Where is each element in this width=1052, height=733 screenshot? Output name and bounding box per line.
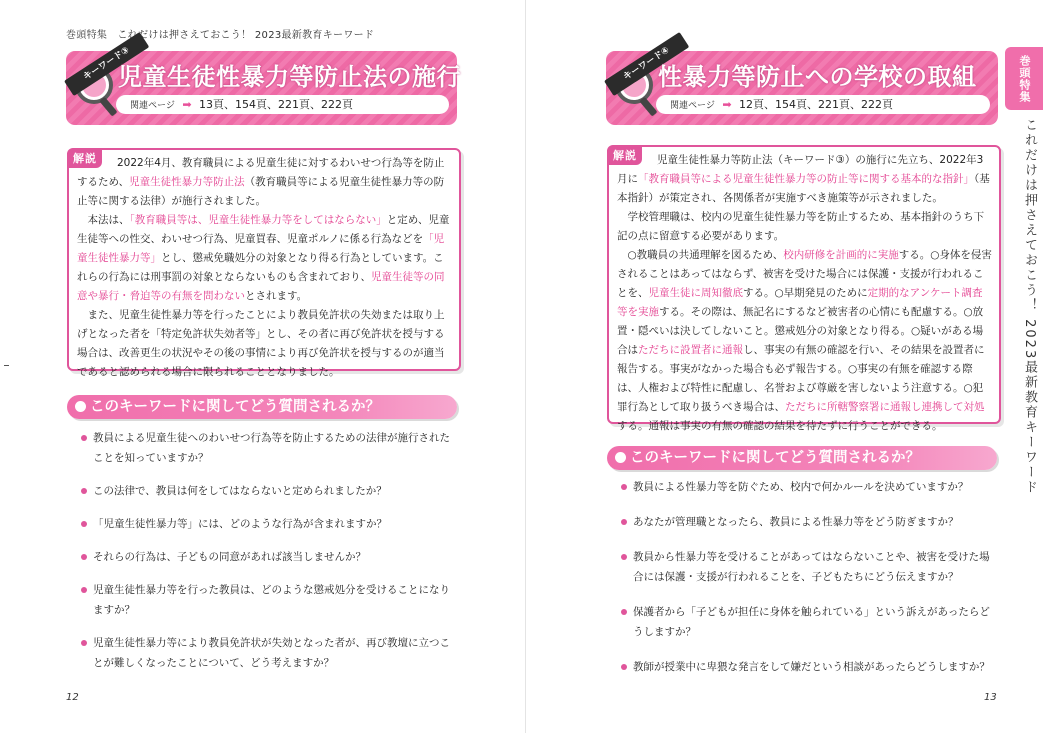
keyword-number-tag: キーワード③ bbox=[64, 32, 149, 96]
related-pages-bar bbox=[116, 95, 449, 114]
text-run: （教育職員等による児童生徒性暴力等の防止等に関する法律）が施行されました。 bbox=[77, 176, 445, 207]
explanation-text bbox=[77, 154, 452, 382]
explanation-badge: 解説 bbox=[68, 149, 102, 168]
keyword-number-tag: キーワード④ bbox=[604, 32, 689, 96]
text-run: また、児童生徒性暴力等を行ったことにより教員免許状の失効または取り上げとなった者を「特定免許状失効者等」とし、その者に再び免許状を授与する場合は、改善更生の状況やその後の事情により再び免許状を授与するのが適当であると認められる場合に限られることとなりました。 bbox=[77, 309, 445, 378]
question-item: 児童生徒性暴力等を行った教員は、どのような懲戒処分を受けることになりますか？ bbox=[81, 580, 459, 620]
text-run: 本法は、 bbox=[87, 214, 130, 226]
page-number: 12 bbox=[66, 692, 79, 703]
explanation-paragraph bbox=[617, 246, 992, 436]
question-item: 保護者から「子どもが担任に身体を触られている」という訴えがあったらどうしますか？ bbox=[621, 602, 999, 642]
text-run: する。通報は事実の有無の確認の結果を待たずに行うことができる。 bbox=[617, 420, 943, 432]
question-item: あなたが管理職となったら、教員による性暴力等をどう防ぎますか？ bbox=[621, 512, 999, 532]
questions-header-label: このキーワードに関してどう質問されるか？ bbox=[90, 399, 380, 415]
explanation-box bbox=[607, 145, 1001, 432]
bullet-dot-icon bbox=[615, 452, 626, 463]
text-run: ○教職員の共通理解を図るため、 bbox=[627, 249, 784, 261]
arrow-right-icon: ➡ bbox=[182, 98, 192, 111]
right-page bbox=[526, 0, 1052, 733]
related-label: 関連ページ bbox=[130, 101, 175, 111]
questions-header bbox=[67, 395, 457, 419]
question-item: 教員による性暴力等を防ぐため、校内で何かルールを決めていますか？ bbox=[621, 477, 999, 497]
highlighted-term: 「児童生徒性暴力等」 bbox=[77, 233, 445, 264]
text-run: とされます。 bbox=[245, 290, 308, 302]
highlighted-term: 定期的なアンケート調査等を実施 bbox=[617, 287, 983, 318]
text-run: と定め、児童生徒等への性交、わいせつ行為、児童買春、児童ポルノに係る行為などを bbox=[77, 214, 450, 245]
explanation-text bbox=[617, 151, 992, 436]
text-run: する。その際は、無記名にするなど被害者の心情にも配慮する。○放置・隠ぺいは決してしないこと。懲戒処分の対象となり得る。○疑いがある場合は bbox=[617, 306, 984, 356]
questions-list bbox=[621, 477, 999, 677]
questions-list bbox=[81, 428, 459, 673]
related-label: 関連ページ bbox=[670, 101, 715, 111]
page-number: 13 bbox=[984, 692, 997, 703]
question-item: この法律で、教員は何をしてはならないと定められましたか？ bbox=[81, 481, 459, 501]
keyword-title: 児童生徒性暴力等防止法の施行 bbox=[118, 63, 461, 91]
text-run: する。○早期発見のために bbox=[743, 287, 868, 299]
related-pages: 12頁、154頁、221頁、222頁 bbox=[739, 98, 894, 111]
text-run: し、事実の有無の確認を行い、その結果を設置者に報告する。事実がなかった場合も必ず報告する。○事実の有無を確認する際は、人権および特性に配慮し、名誉および尊厳を害しないよう注意する。○犯罪行為として取り扱うべき場合は、 bbox=[617, 344, 985, 413]
text-run: 2022年4月、教育職員による児童生徒に対するわいせつ行為等を防止するため、 bbox=[77, 157, 445, 188]
question-item: それらの行為は、子どもの同意があれば該当しませんか？ bbox=[81, 547, 459, 567]
highlighted-term: ただちに所轄警察署に通報し連携して対処 bbox=[785, 401, 985, 413]
question-item: 児童生徒性暴力等により教員免許状が失効となった者が、再び教壇に立つことが難しくなったことについて、どう考えますか？ bbox=[81, 633, 459, 673]
arrow-right-icon: ➡ bbox=[722, 98, 732, 111]
running-head: 巻頭特集 これだけは押さえておこう！ 2023最新教育キーワード bbox=[66, 30, 375, 41]
highlighted-term: 児童生徒等の同意や暴行・脅迫等の有無を問わない bbox=[77, 271, 445, 302]
highlighted-term: 児童生徒に周知徹底 bbox=[648, 287, 743, 299]
highlighted-term: ただちに設置者に通報 bbox=[638, 344, 743, 356]
question-item: 教師が授業中に卑猥な発言をして嫌だという相談があったらどうしますか？ bbox=[621, 657, 999, 677]
questions-header bbox=[607, 446, 997, 470]
related-pages: 13頁、154頁、221頁、222頁 bbox=[199, 98, 354, 111]
explanation-paragraph bbox=[77, 154, 452, 211]
highlighted-term: 「教育職員等は、児童生徒性暴力等をしてはならない」 bbox=[129, 214, 387, 226]
text-run: する。○身体を侵害されることはあってはならず、被害を受けた場合には保護・支援が行われることを、 bbox=[617, 249, 992, 299]
section-side-title: これだけは押さえておこう！ 2023最新教育キーワード bbox=[1022, 118, 1037, 496]
bullet-dot-icon bbox=[75, 401, 86, 412]
related-pages-bar bbox=[656, 95, 990, 114]
question-item: 教員から性暴力等を受けることがあってはならないことや、被害を受けた場合には保護・支援が行われることを、子どもたちにどう伝えますか？ bbox=[621, 547, 999, 587]
question-item: 「児童生徒性暴力等」には、どのような行為が含まれますか？ bbox=[81, 514, 459, 534]
explanation-paragraph bbox=[77, 306, 452, 382]
text-run: 学校管理職は、校内の児童生徒性暴力等を防止するため、基本指針のうち下記の点に留意する必要があります。 bbox=[617, 211, 985, 242]
section-tab: 巻頭特集 bbox=[1005, 47, 1043, 110]
question-item: 教員による児童生徒へのわいせつ行為等を防止するための法律が施行されたことを知っていますか？ bbox=[81, 428, 459, 468]
explanation-paragraph bbox=[617, 208, 992, 246]
text-run: とし、懲戒免職処分の対象となり得る行為としています。これらの行為には刑事罰の対象とならないものも含まれており、 bbox=[77, 252, 444, 283]
text-run: （基本指針）が策定され、各関係者が実施すべき施策等が示されました。 bbox=[617, 173, 990, 204]
highlighted-term: 校内研修を計画的に実施 bbox=[783, 249, 899, 261]
keyword-banner bbox=[606, 45, 998, 125]
highlighted-term: 児童生徒性暴力等防止法 bbox=[129, 176, 245, 188]
explanation-paragraph bbox=[617, 151, 992, 208]
text-run: 児童生徒性暴力等防止法（キーワード③）の施行に先立ち、2022年3月に bbox=[617, 154, 984, 185]
explanation-paragraph bbox=[77, 211, 452, 306]
questions-header-label: このキーワードに関してどう質問されるか？ bbox=[630, 450, 920, 466]
explanation-badge: 解説 bbox=[608, 146, 642, 165]
explanation-box bbox=[67, 148, 461, 378]
keyword-banner bbox=[66, 45, 461, 125]
keyword-title: 性暴力等防止への学校の取組 bbox=[658, 63, 977, 91]
highlighted-term: 「教育職員等による児童生徒性暴力等の防止等に関する基本的な指針」 bbox=[638, 173, 974, 185]
